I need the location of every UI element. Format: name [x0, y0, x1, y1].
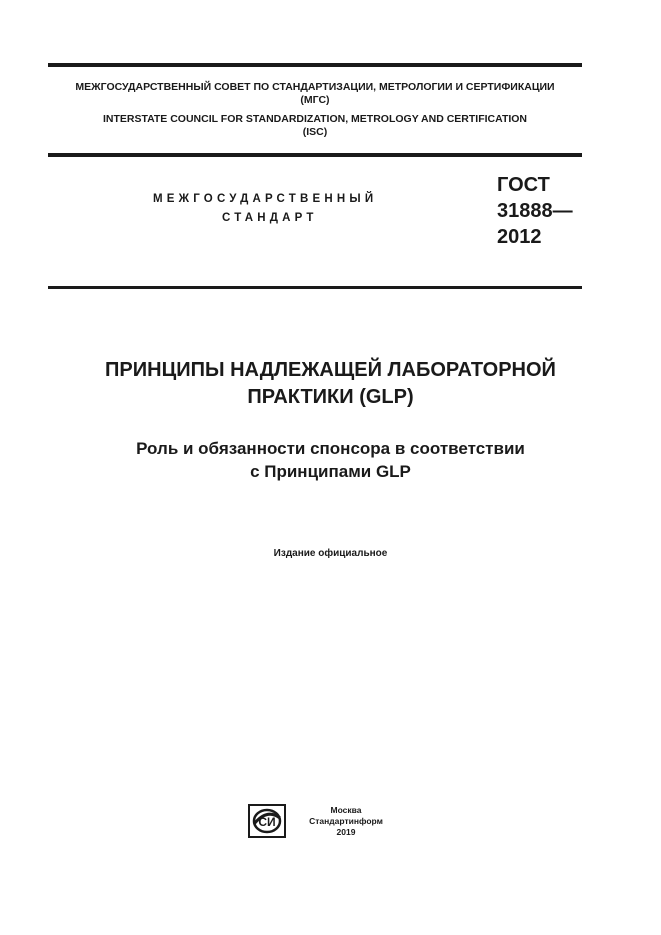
council-name-ru — [48, 81, 582, 107]
edition-note: Издание официальное — [273, 548, 388, 559]
top-rule — [48, 63, 582, 67]
council-name-en — [48, 113, 582, 139]
document-subtitle — [20, 437, 641, 483]
standard-type-line2: СТАНДАРТ — [222, 212, 318, 224]
document-title — [20, 357, 641, 411]
standartinform-logo — [248, 804, 286, 838]
publisher-logo-icon — [248, 804, 286, 838]
council-ru-text: МЕЖГОСУДАРСТВЕННЫЙ СОВЕТ ПО СТАНДАРТИЗАЦИИ, МЕТРОЛОГИИ И СЕРТИФИКАЦИИ — [75, 81, 555, 93]
designation-bottom-rule — [48, 286, 582, 289]
council-en-text: INTERSTATE COUNCIL FOR STANDARDIZATION, METROLOGY AND CERTIFICATION — [102, 113, 528, 125]
designation-number: 31888— — [497, 200, 573, 222]
title-line2: ПРАКТИКИ (GLP) — [247, 386, 414, 408]
publisher-year: 2019 — [336, 827, 356, 837]
standard-type-line1: МЕЖГОСУДАРСТВЕННЫЙ — [153, 193, 378, 205]
subtitle-line1: Роль и обязанности спонсора в соответствии — [136, 439, 525, 458]
publisher-name: Стандартинформ — [309, 816, 383, 826]
subtitle-line2: с Принципами GLP — [250, 462, 411, 481]
designation-prefix: ГОСТ — [497, 174, 550, 196]
header-bottom-rule — [48, 153, 582, 157]
logo-lettering: СИ — [258, 815, 276, 829]
standard-designation — [497, 172, 607, 250]
designation-year: 2012 — [497, 226, 542, 248]
publisher-block — [300, 805, 392, 838]
title-line1: ПРИНЦИПЫ НАДЛЕЖАЩЕЙ ЛАБОРАТОРНОЙ — [105, 359, 556, 381]
council-en-abbreviation: (ISC) — [302, 126, 328, 138]
council-ru-abbreviation: (МГС) — [300, 94, 330, 106]
publisher-city: Москва — [330, 805, 362, 815]
